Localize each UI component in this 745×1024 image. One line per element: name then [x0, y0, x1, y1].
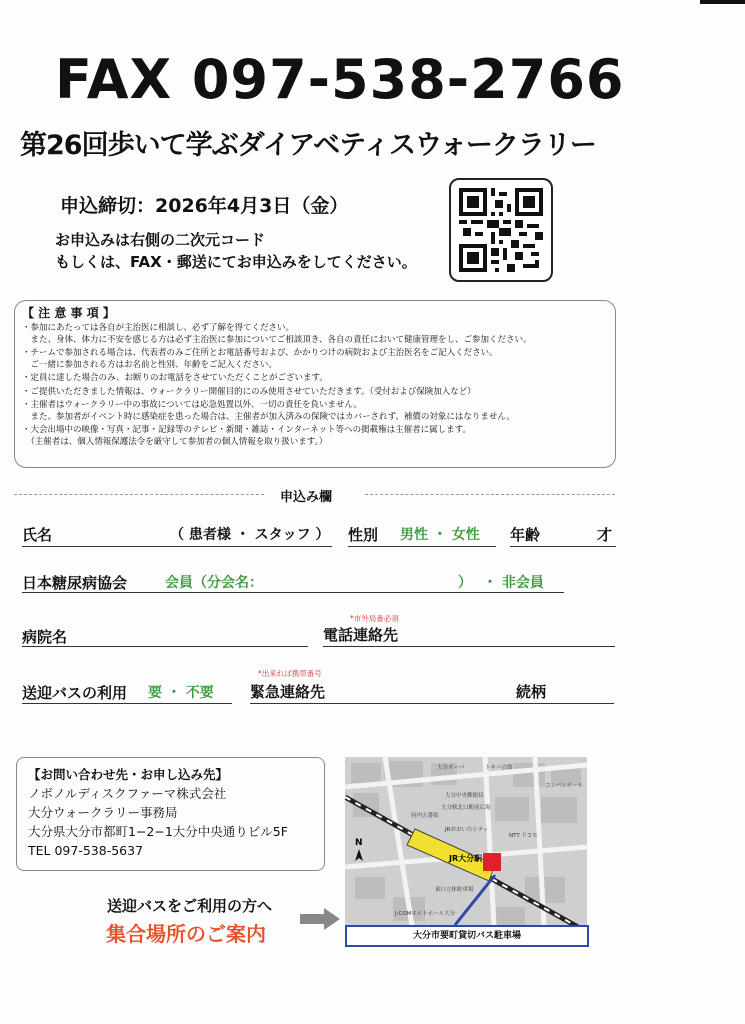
notice-list — [22, 323, 612, 448]
divider — [365, 494, 615, 495]
instruction-line: お申込みは右側の二次元コード — [55, 231, 266, 249]
phone-note: *市外局番必須 — [350, 614, 399, 623]
age-unit: 才 — [597, 526, 613, 544]
gender-field[interactable] — [348, 546, 496, 547]
contact-office: 大分ウォークラリー事務局 — [28, 805, 178, 820]
qr-code-icon — [459, 188, 543, 272]
meeting-place-heading: 集合場所のご案内 — [106, 922, 266, 946]
map-caption: 大分市要町貸切バス駐車場 — [345, 925, 589, 947]
role-options[interactable]: （ 患者様 ・ スタッフ ） — [170, 527, 330, 543]
member-close: ） — [458, 575, 472, 591]
form-heading: 申込み欄 — [280, 490, 333, 505]
emergency-field[interactable] — [250, 703, 614, 704]
contact-tel: TEL 097-538-5637 — [28, 843, 144, 858]
divider — [14, 494, 264, 495]
fax-number: FAX 097-538-2766 — [55, 48, 625, 111]
emergency-note: *出来れば携帯番号 — [258, 669, 322, 678]
notice-line: ・ご提供いただきました情報は、ウォークラリー開催目的にのみ使用させていただきます。（受付および保険加入など） — [22, 386, 476, 397]
map-label: 大分駅北口駅前広場 — [441, 805, 491, 811]
gender-label: 性別 — [348, 526, 379, 544]
bus-note: 送迎バスをご利用の方へ — [107, 897, 273, 915]
map-label: NTT ドコモ — [509, 833, 538, 839]
notice-heading: 【 注 意 事 項 】 — [22, 306, 115, 320]
deadline: 申込締切：2026年4月3日（金） — [60, 195, 349, 217]
name-field[interactable] — [22, 546, 332, 547]
map-label: 大分オーパ — [437, 765, 465, 771]
contact-info — [28, 765, 288, 860]
map-label: J:COMホルトホール大分 — [395, 911, 456, 917]
notice-line: ・定員に達した場合のみ、お断りのお電話をさせていただくことがございます。 — [22, 373, 328, 383]
relation-label: 続柄 — [516, 683, 547, 701]
scan-edge-mark — [700, 0, 745, 4]
map-label: 大分中央郵便局 — [445, 793, 484, 799]
emergency-label: 緊急連絡先 — [250, 683, 326, 701]
bus-field[interactable] — [22, 703, 232, 704]
hospital-field[interactable] — [22, 646, 308, 647]
name-label: 氏名 — [22, 526, 53, 544]
map-label: 府内五番街 — [411, 813, 439, 819]
member-option[interactable]: 会員（分会名： — [165, 575, 263, 591]
age-label: 年齢 — [510, 526, 541, 544]
association-field[interactable] — [22, 592, 564, 593]
notice-line: ・大会出場中の映像・写真・記事・記録等のテレビ・新聞・雑誌・インターネット等への掲載権は主催者に属します。 — [22, 425, 471, 435]
contact-heading: 【お問い合わせ先・お申し込み先】 — [28, 767, 229, 782]
contact-address: 大分県大分市都町1−2−1大分中央通りビル5F — [28, 824, 288, 839]
north-mark: N — [355, 838, 363, 848]
association-label: 日本糖尿病協会 — [22, 574, 128, 592]
qr-code[interactable] — [449, 178, 553, 282]
map-label: トキハ会館 — [485, 765, 513, 771]
event-title: 第26回歩いて学ぶダイアベティスウォークラリー — [20, 130, 596, 161]
notice-line: また、身体、体力に不安を感じる方は必ず主治医に参加についてご相談頂き、各自の責任において健康管理をし、ご参加ください。 — [22, 334, 532, 345]
map-label: 東口立体駐車場 — [435, 887, 474, 893]
bus-label: 送迎バスの利用 — [22, 684, 128, 702]
map-label: JRおおいたシティ — [445, 827, 489, 833]
notice-line: （主催者は、個人情報保護法令を厳守して参加者の個人情報を取り扱います。） — [22, 436, 328, 447]
arrow-right-icon — [300, 908, 340, 930]
hospital-label: 病院名 — [22, 628, 68, 646]
bus-options[interactable]: 要 ・ 不要 — [148, 685, 214, 701]
map-label: コンパルホール — [545, 783, 584, 789]
notice-line: ・チームで参加される場合は、代表者のみご住所とお電話番号および、かかりつけの病院および主治医名をご記入ください。 — [22, 348, 498, 358]
age-field[interactable] — [510, 546, 616, 547]
application-instructions — [55, 229, 417, 273]
contact-company: ノボノルディスクファーマ株式会社 — [28, 786, 227, 801]
notice-line: ご一緒に参加される方はお名前と性別、年齢をご記入ください。 — [22, 359, 278, 370]
phone-field[interactable] — [323, 646, 615, 647]
instruction-line: もしくは、FAX・郵送にてお申込みをしてください。 — [55, 253, 417, 271]
notice-line: ・主催者はウォークラリー中の事故については応急処置以外、一切の責任を負いません。 — [22, 400, 363, 410]
non-member-option[interactable]: ・ 非会員 — [483, 575, 544, 591]
phone-label: 電話連絡先 — [323, 626, 399, 644]
meeting-map — [345, 757, 587, 944]
gender-options[interactable]: 男性 ・ 女性 — [400, 527, 480, 543]
map-station-label: JR大分駅 — [449, 854, 483, 863]
map-drawing — [345, 757, 587, 944]
notice-line: また、参加者がイベント時に感染症を患った場合は、主催者が加入済みの保険ではカバーされず、補償の対象にはなりません。 — [22, 411, 515, 422]
notice-line: ・参加にあたっては各自が主治医に相談し、必ず了解を得てください。 — [22, 323, 295, 333]
